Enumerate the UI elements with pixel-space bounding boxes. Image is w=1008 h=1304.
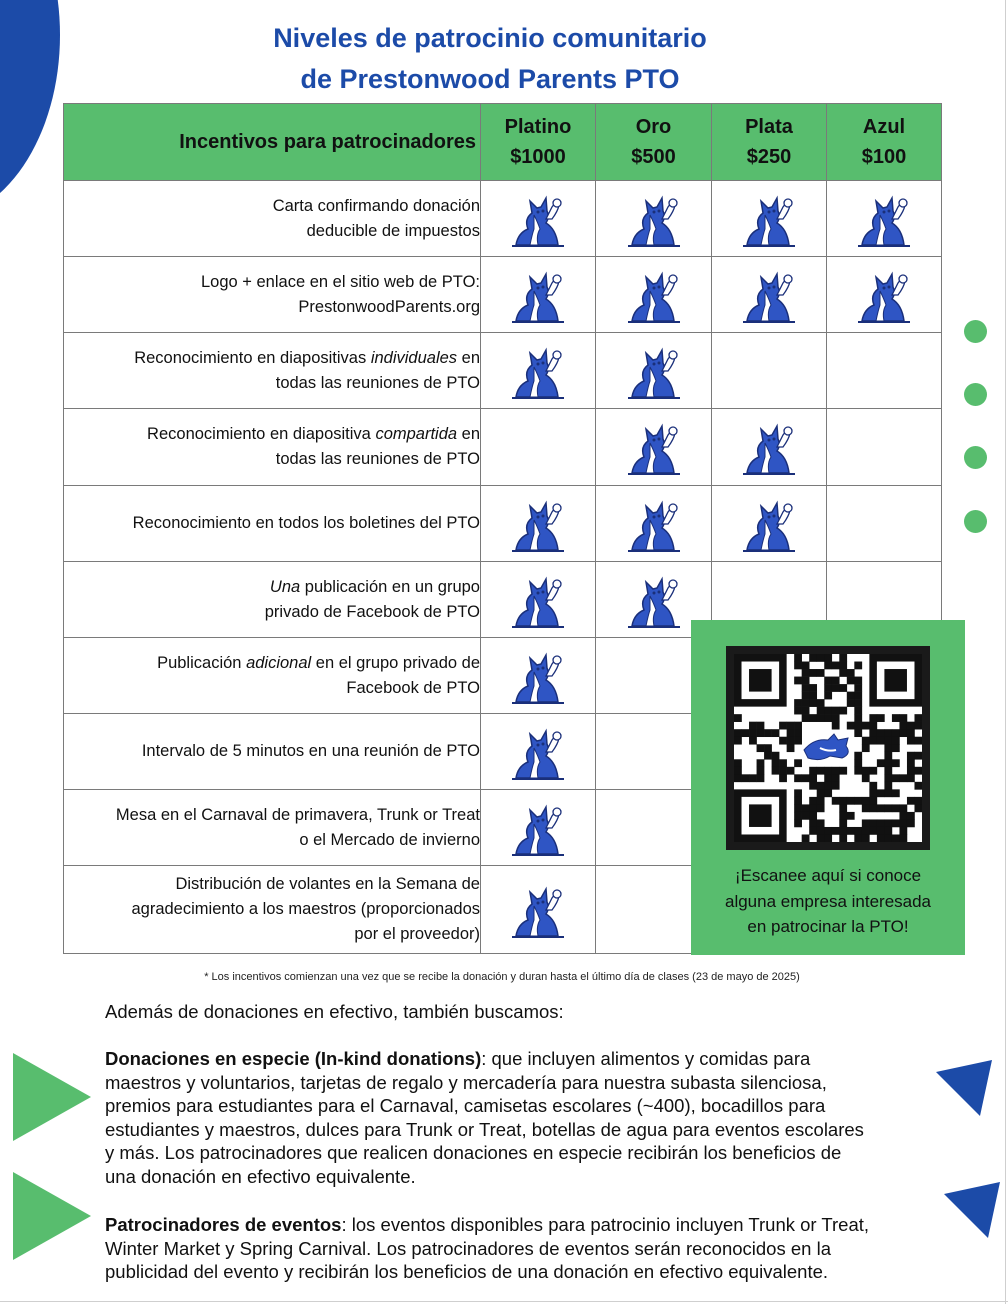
benefit-cell-platino [481, 333, 596, 409]
incentive-label-line: o el Mercado de invierno [299, 830, 480, 849]
decorative-green-triangle [13, 1172, 91, 1260]
incentive-label-line: Reconocimiento en diapositiva compartida en [147, 425, 480, 443]
decorative-green-dot [964, 510, 987, 533]
benefit-cell-platino [481, 409, 596, 486]
events-heading: Patrocinadores de eventos [105, 1214, 342, 1235]
incentive-label [64, 562, 481, 638]
benefit-cell-platino [481, 866, 596, 954]
qr-code-frame[interactable] [726, 646, 930, 850]
husky-dog-icon [741, 189, 797, 249]
husky-dog-icon [856, 265, 912, 325]
decorative-green-dot [964, 446, 987, 469]
events-line: Winter Market y Spring Carnival. Los patrocinadores de eventos serán reconocidos en la [105, 1237, 831, 1259]
incentive-label [64, 409, 481, 486]
footnote: * Los incentivos comienzan una vez que se recibe la donación y duran hasta el último día de clases (23 de mayo de 2025) [204, 971, 800, 983]
decorative-blue-triangle [942, 1180, 1002, 1240]
in-kind-line: y más. Los patrocinadores que realicen donaciones en especie recibirán los beneficios de [105, 1142, 842, 1163]
incentive-label [64, 486, 481, 562]
husky-dog-icon [510, 189, 566, 249]
page-border-right [1005, 0, 1006, 1304]
page-border-bottom [0, 1301, 1008, 1302]
benefit-cell-oro [596, 486, 712, 562]
in-kind-line: una donación en efectivo equivalente. [105, 1165, 416, 1187]
benefit-cell-azul [827, 486, 942, 562]
husky-dog-icon [510, 880, 566, 940]
incentive-label-line: Carta confirmando donación [272, 196, 480, 215]
incentive-label [64, 714, 481, 790]
table-row [64, 333, 942, 409]
husky-dog-icon [626, 341, 682, 401]
page-title-line-1: Niveles de patrocinio comunitario [273, 23, 707, 53]
incentive-label [64, 866, 481, 954]
in-kind-line: : que incluyen alimentos y comidas para [481, 1048, 811, 1069]
benefit-cell-platino [481, 790, 596, 866]
husky-dog-icon [626, 494, 682, 554]
husky-dog-icon [741, 494, 797, 554]
incentive-label [64, 638, 481, 714]
benefit-cell-platino [481, 257, 596, 333]
in-kind-heading: Donaciones en especie (In-kind donations) [105, 1048, 482, 1069]
tier-header-azul [827, 104, 942, 181]
incentive-label-line: agradecimiento a los maestros (proporcionados [131, 900, 480, 918]
incentive-label-line: todas las reuniones de PTO [275, 450, 480, 468]
tier-price: $250 [746, 146, 792, 168]
husky-dog-icon [741, 417, 797, 477]
tier-header-oro [596, 104, 712, 181]
qr-caption [691, 863, 965, 940]
table-row [64, 257, 942, 333]
incentive-label-line: Publicación adicional en el grupo privado de [157, 653, 480, 672]
qr-caption-line: en patrocinar la PTO! [747, 917, 909, 936]
incentive-label [64, 181, 481, 257]
benefit-cell-plata [712, 257, 827, 333]
benefit-cell-plata [712, 333, 827, 409]
incentive-label-line: Mesa en el Carnaval de primavera, Trunk or Treat [115, 805, 480, 824]
page-title-line-2: de Prestonwood Parents PTO [300, 64, 680, 94]
incentive-label-line: Distribución de volantes en la Semana de [175, 875, 480, 893]
benefit-cell-oro [596, 409, 712, 486]
qr-caption-line: ¡Escanee aquí si conoce [734, 866, 922, 885]
qr-caption-line: alguna empresa interesada [724, 891, 932, 911]
decorative-green-dot [964, 320, 987, 343]
husky-dog-icon [510, 646, 566, 706]
benefit-cell-plata [712, 486, 827, 562]
benefit-cell-azul [827, 333, 942, 409]
events-section [105, 1213, 935, 1284]
incentive-label-line: por el proveedor) [354, 925, 480, 943]
incentive-label-line: Reconocimiento en diapositivas individuales en [134, 348, 480, 367]
husky-dog-icon [626, 189, 682, 249]
husky-dog-icon [510, 570, 566, 630]
benefit-cell-azul [827, 257, 942, 333]
husky-dog-icon [626, 417, 682, 477]
table-row [64, 486, 942, 562]
table-row [64, 409, 942, 486]
benefit-cell-platino [481, 714, 596, 790]
incentive-label-line: privado de Facebook de PTO [264, 602, 480, 621]
tier-name: Platino [504, 116, 572, 138]
incentive-label [64, 257, 481, 333]
tier-name: Plata [745, 116, 793, 138]
husky-dog-icon [510, 722, 566, 782]
husky-dog-icon [856, 189, 912, 249]
incentive-label-line: PrestonwoodParents.org [298, 297, 480, 316]
incentive-label [64, 790, 481, 866]
in-kind-line: maestros y voluntarios, tarjetas de regalo y mercadería para nuestra subasta silenciosa, [105, 1071, 827, 1093]
husky-dog-icon [510, 265, 566, 325]
incentive-label-line: Facebook de PTO [346, 678, 480, 697]
incentive-label-line: Una publicación en un grupo [269, 577, 480, 596]
benefit-cell-platino [481, 486, 596, 562]
husky-dog-icon [741, 265, 797, 325]
husky-dog-icon [510, 494, 566, 554]
husky-dog-icon [626, 265, 682, 325]
benefit-cell-oro [596, 257, 712, 333]
incentive-label-line: todas las reuniones de PTO [275, 373, 480, 392]
intro-text: Además de donaciones en efectivo, también buscamos: [105, 1001, 564, 1022]
benefit-cell-azul [827, 181, 942, 257]
tier-header-platino [481, 104, 596, 181]
events-line: : los eventos disponibles para patrocinio incluyen Trunk or Treat, [341, 1214, 870, 1235]
benefit-cell-plata [712, 409, 827, 486]
benefit-cell-azul [827, 409, 942, 486]
qr-panel [691, 620, 965, 955]
incentive-label-line: Reconocimiento en todos los boletines del PTO [132, 514, 480, 532]
tier-price: $100 [861, 146, 907, 168]
benefit-cell-oro [596, 181, 712, 257]
husky-dog-icon [626, 570, 682, 630]
in-kind-line: premios para estudiantes para el Carnaval, camisetas escolares (~400), bocadillos para [105, 1095, 826, 1116]
qr-code-icon [734, 654, 922, 842]
decorative-green-triangle [13, 1053, 91, 1141]
benefit-cell-platino [481, 181, 596, 257]
benefit-cell-oro [596, 333, 712, 409]
page-title [0, 18, 980, 100]
decorative-blue-triangle [934, 1058, 994, 1118]
husky-dog-icon [510, 798, 566, 858]
husky-dog-icon [510, 341, 566, 401]
incentive-label-line: Logo + enlace en el sitio web de PTO: [200, 272, 480, 291]
decorative-green-dot [964, 383, 987, 406]
in-kind-section [105, 1047, 935, 1188]
table-header-row [64, 104, 942, 181]
tier-name: Oro [635, 116, 672, 138]
tier-name: Azul [862, 116, 906, 138]
events-line: publicidad del evento y recibirán los beneficios de una donación en efectivo equivalente. [105, 1261, 829, 1282]
incentive-label-line: Intervalo de 5 minutos en una reunión de PTO [141, 742, 480, 760]
benefit-cell-platino [481, 562, 596, 638]
tier-header-plata [712, 104, 827, 181]
tier-price: $1000 [510, 146, 566, 168]
tier-price: $500 [631, 146, 676, 168]
incentives-header: Incentivos para patrocinadores [64, 104, 481, 181]
benefit-cell-platino [481, 638, 596, 714]
incentive-label-line: deducible de impuestos [306, 221, 480, 240]
benefit-cell-plata [712, 181, 827, 257]
incentive-label [64, 333, 481, 409]
table-row [64, 181, 942, 257]
in-kind-line: estudiantes y maestros, dulces para Trunk or Treat, botellas de agua para eventos escolares [105, 1118, 864, 1140]
